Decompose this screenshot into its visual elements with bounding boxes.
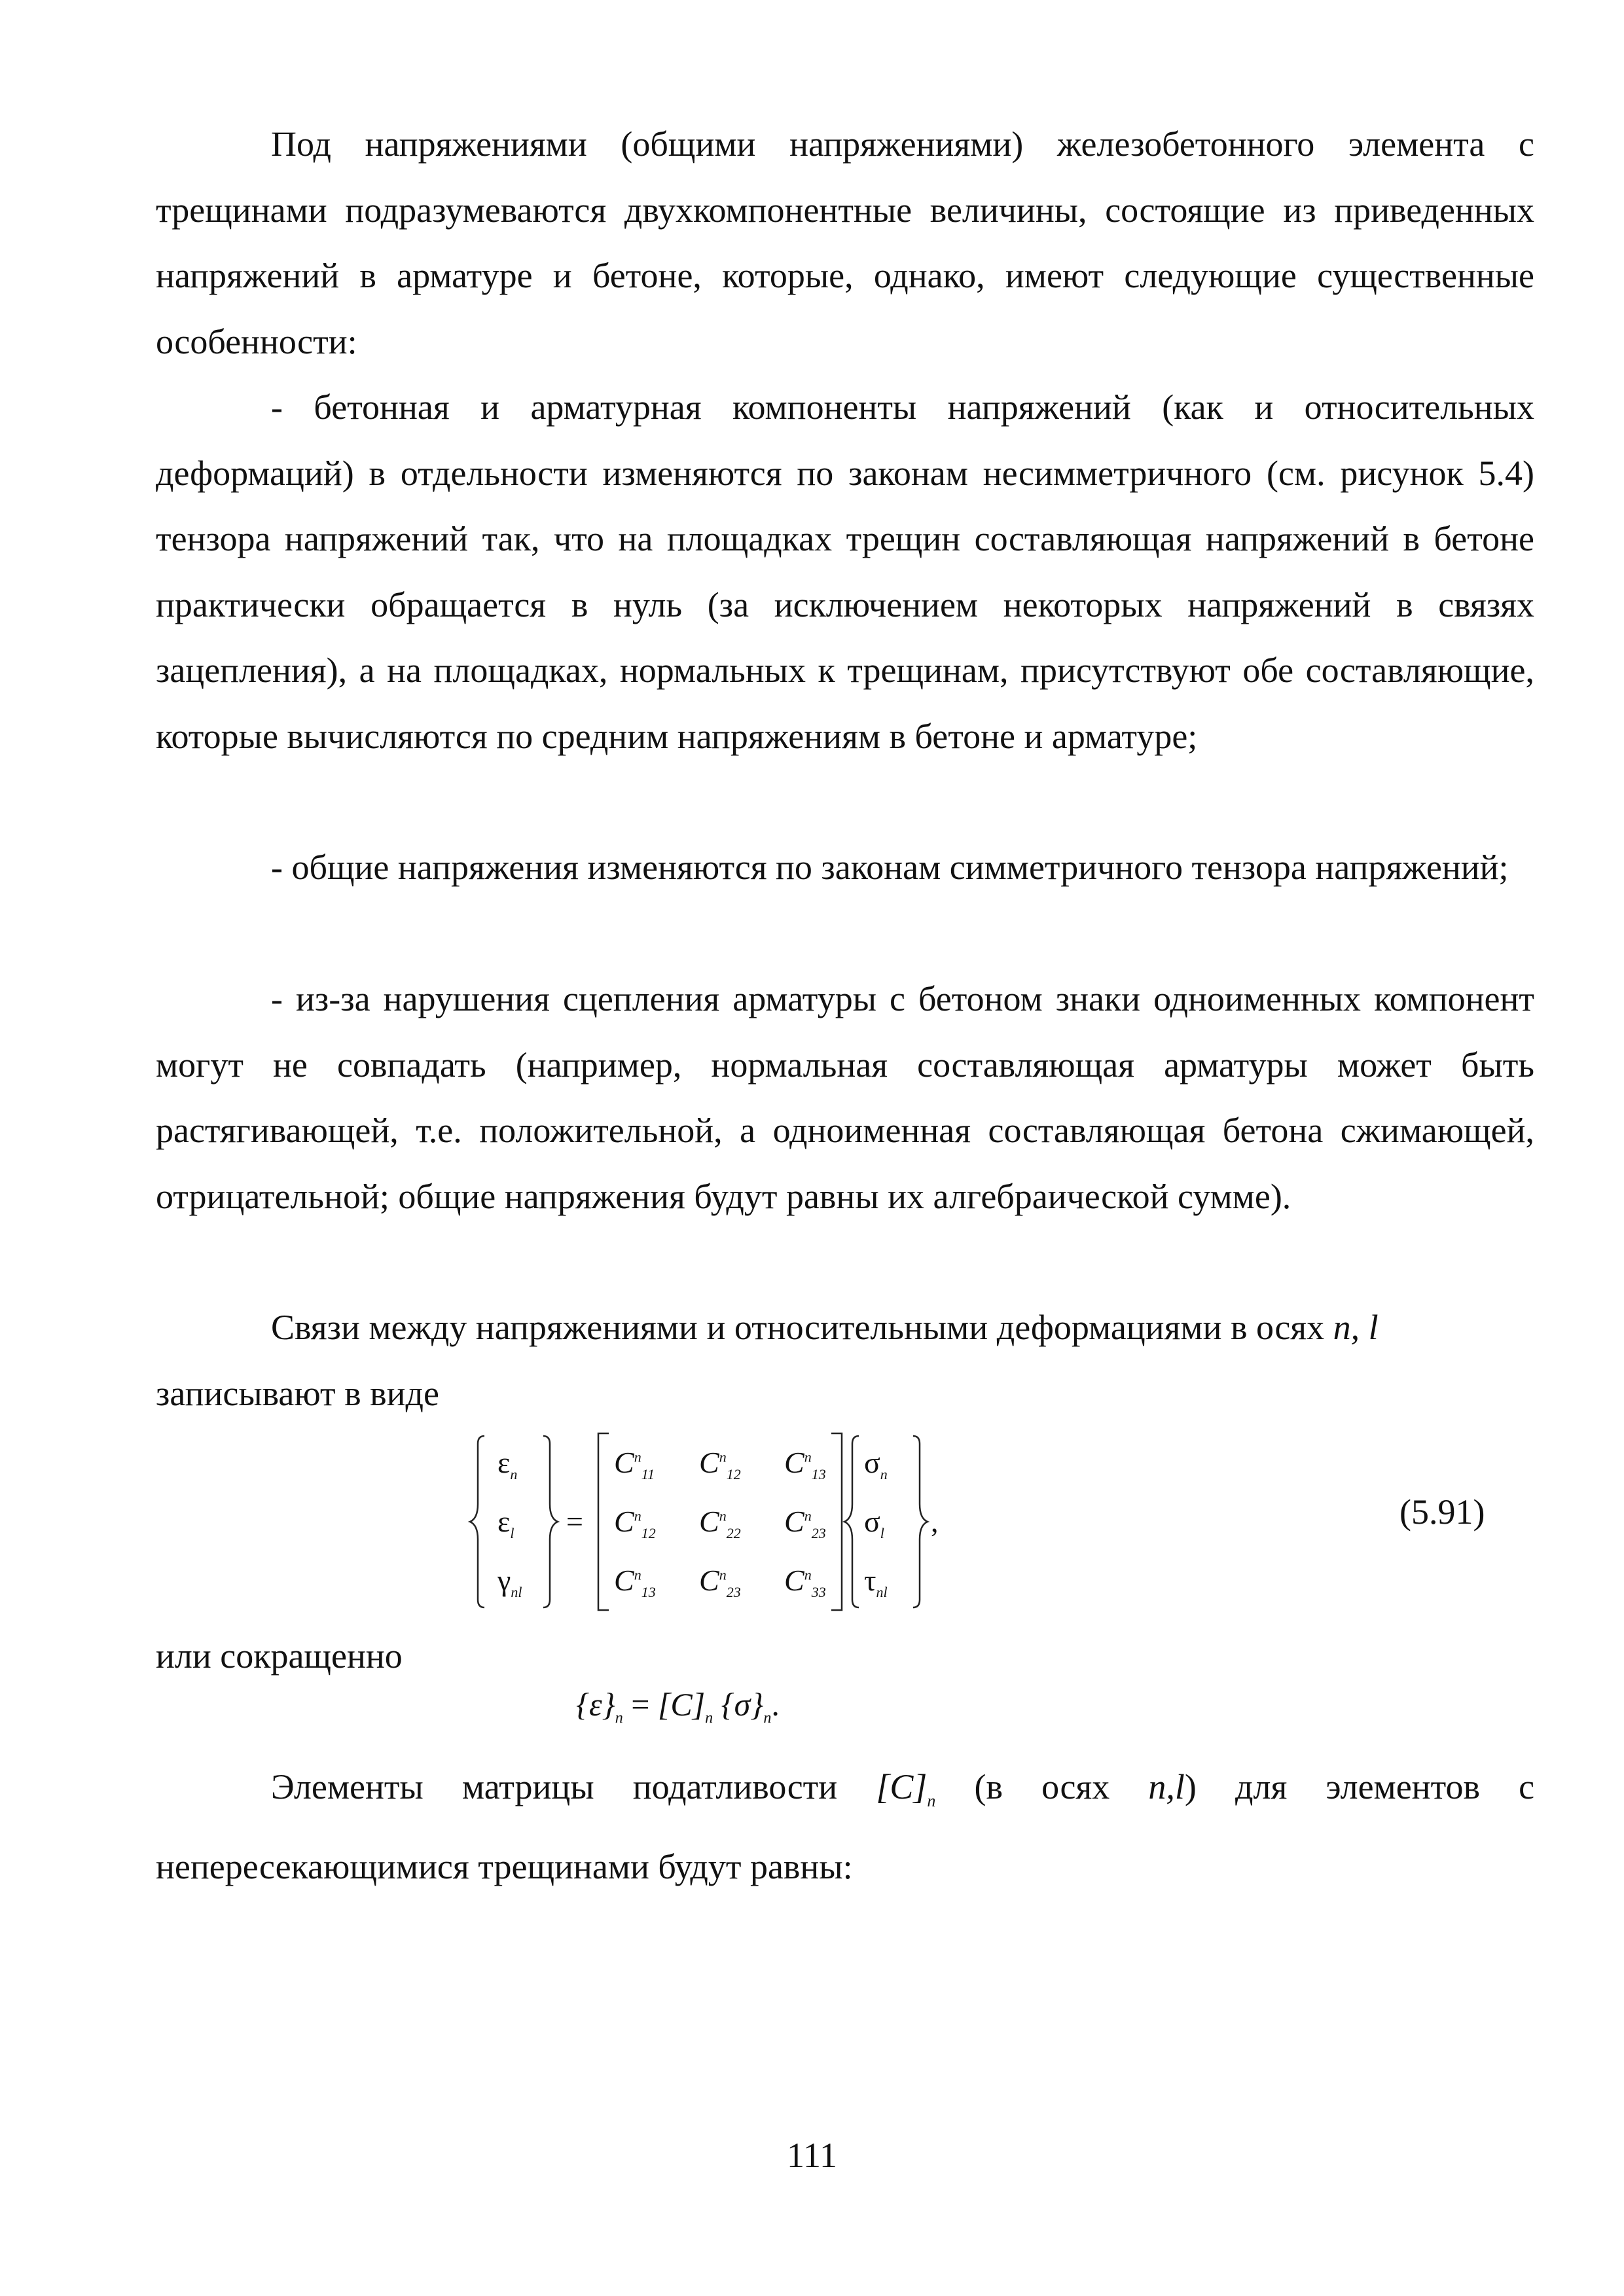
paragraph-intro: Под напряжениями (общими напряжениями) железобетонного элемента с трещинами подразумеваются двухкомпонентные величины, состоящие из приведенных напряжений в арматуре и бетоне, которые, однако, имеют следующие существенные особенности: bbox=[156, 124, 1534, 361]
c12: $C^n_{12}$ bbox=[699, 1446, 741, 1483]
equation-number: (5.91) bbox=[1399, 1492, 1485, 1532]
page-number: 111 bbox=[787, 2136, 837, 2175]
c22: $C^n_{22}$ bbox=[699, 1505, 741, 1542]
c13: $C^n_{13}$ bbox=[784, 1446, 826, 1483]
c32: $C^n_{23}$ bbox=[699, 1564, 741, 1601]
paragraph-item-2: - общие напряжения изменяются по законам симметричного тензора напряжений; bbox=[271, 848, 1509, 887]
equals-sign: = bbox=[566, 1505, 583, 1538]
paragraph-item-3: - из-за нарушения сцепления арматуры с бетоном знаки одноименных компонент могут не совпадать (например, нормальная составляющая арматуры может быть растягивающей, т.е. положительной, а одноименная составляющая бетона сжимающей, отрицательной; общие напряжения будут равны их алгебраической сумме). bbox=[156, 979, 1534, 1216]
paragraph-compliance: Элементы матрицы податливости $[C]_n$ (в осях n,l) для элементов с непересекающимися трещинами будут равны: bbox=[156, 1767, 1535, 1887]
equation-5-91 bbox=[458, 1427, 1244, 1617]
c21: $C^n_{12}$ bbox=[614, 1505, 656, 1542]
rhs-sigma-l: $\sigma_l$ bbox=[864, 1505, 884, 1542]
rhs-sigma-n: $\sigma_n$ bbox=[864, 1446, 888, 1483]
c33: $C^n_{33}$ bbox=[784, 1564, 826, 1601]
rhs-tau-nl: $\tau_{nl}$ bbox=[864, 1564, 888, 1601]
short-rhs: {σ} bbox=[721, 1686, 764, 1723]
c31: $C^n_{13}$ bbox=[614, 1564, 656, 1601]
short-equals: = bbox=[631, 1686, 650, 1723]
lhs-eps-l: $\varepsilon_l$ bbox=[497, 1505, 514, 1542]
c11: $C^n_{11}$ bbox=[614, 1446, 655, 1483]
compliance-matrix-symbol: [C] bbox=[876, 1767, 928, 1806]
c23: $C^n_{23}$ bbox=[784, 1505, 826, 1542]
paragraph-short-form: или сокращенно bbox=[156, 1636, 403, 1676]
relations-end: записывают в виде bbox=[156, 1373, 439, 1413]
equation-short: $\{\varepsilon\}_n = [C]_n$ $\{\sigma\}_n$. bbox=[576, 1686, 780, 1727]
short-matrix: [C] bbox=[657, 1686, 706, 1723]
lhs-gamma-nl: $\gamma_{nl}$ bbox=[497, 1564, 522, 1601]
lhs-eps-n: $\varepsilon_n$ bbox=[497, 1446, 518, 1483]
relations-text: Связи между напряжениями и относительными деформациями в осях bbox=[271, 1308, 1325, 1347]
paragraph-item-1: - бетонная и арматурная компоненты напряжений (как и относительных деформаций) в отдельности изменяются по законам несимметричного (см. рисунок 5.4) тензора напряжений так, что на площадках трещин составляющая напряжений в бетоне практически обращается в нуль (за исключением некоторых напряжений в связях зацепления), а на площадках, нормальных к трещинам, присутствуют обе составляющие, которые вычисляются по средним напряжениям в бетоне и арматуре; bbox=[156, 387, 1534, 756]
paragraph-relations bbox=[156, 1295, 1534, 1426]
axis-vars: n, l bbox=[1333, 1308, 1379, 1347]
equation-comma: , bbox=[931, 1505, 939, 1538]
short-lhs: {ε} bbox=[576, 1686, 615, 1723]
